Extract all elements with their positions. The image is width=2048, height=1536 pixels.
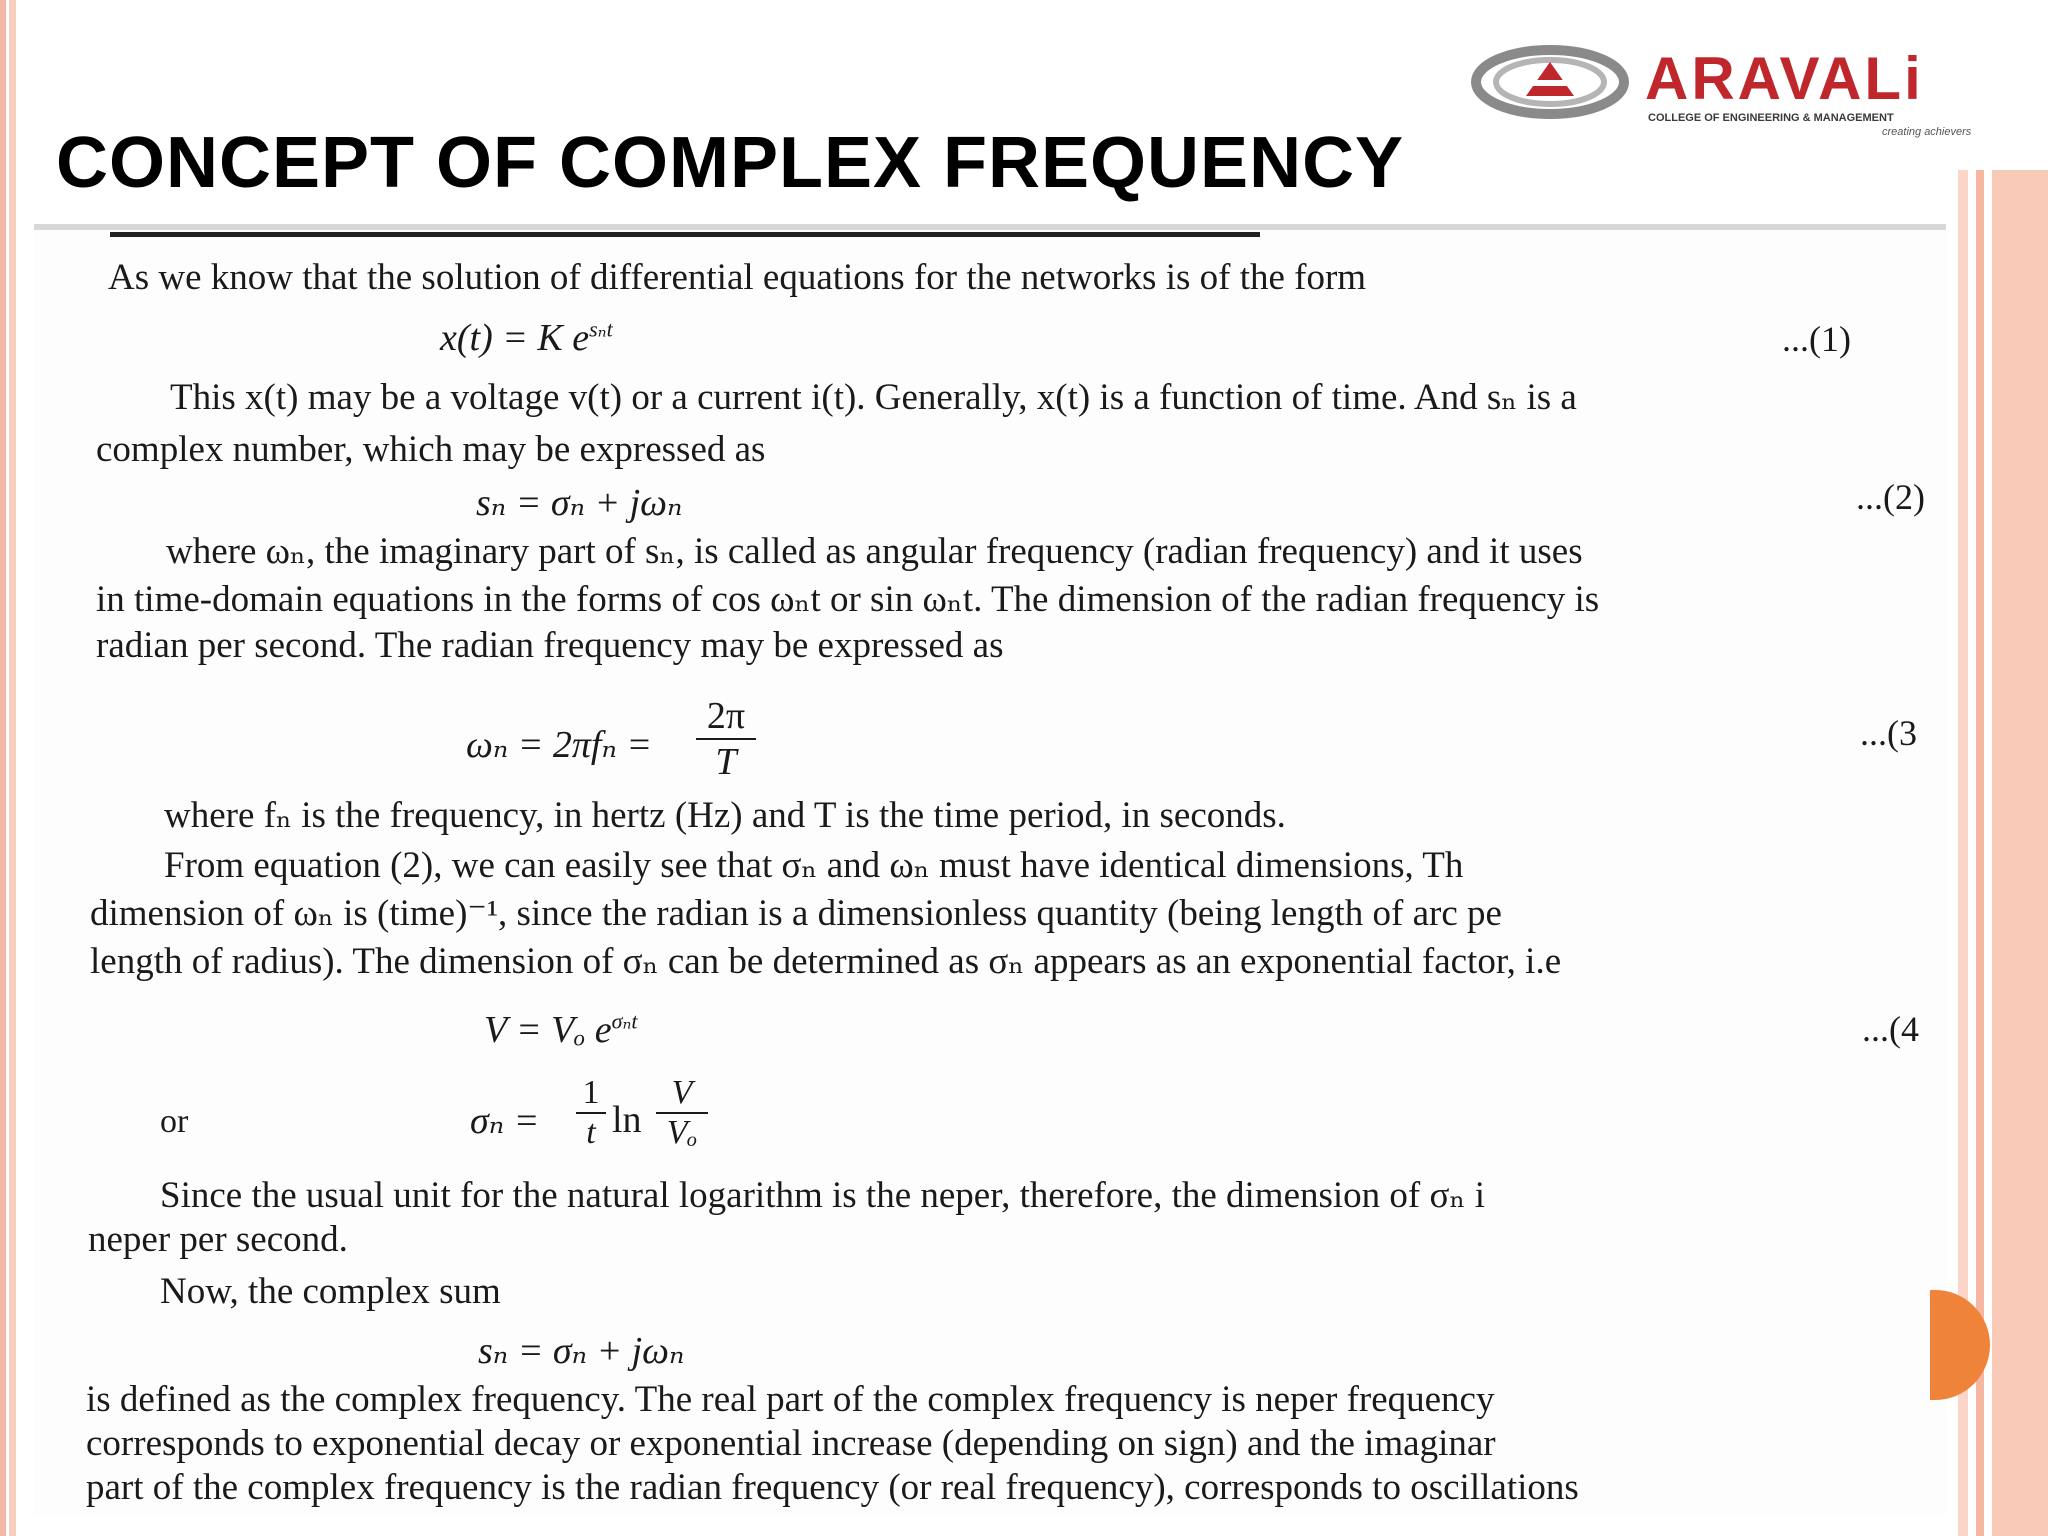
text-line: Since the usual unit for the natural logarithm is the neper, therefore, the dimension of σₙ i bbox=[160, 1175, 1485, 1216]
equation-number: ...(4 bbox=[1862, 1009, 1919, 1049]
college-logo bbox=[1470, 40, 2040, 138]
equation-3 bbox=[466, 722, 652, 767]
text-line: corresponds to exponential decay or exponential increase (depending on sign) and the imaginar bbox=[86, 1423, 1496, 1464]
equation-ln: ln bbox=[612, 1099, 642, 1141]
equation-text: V = Vₒ e bbox=[484, 1009, 612, 1051]
equation-5 bbox=[470, 1098, 539, 1143]
equation-4 bbox=[484, 1008, 638, 1052]
fraction bbox=[696, 694, 756, 784]
text-line: dimension of ωₙ is (time)⁻¹, since the radian is a dimensionless quantity (being length of arc pe bbox=[90, 893, 1502, 934]
fraction-denominator: T bbox=[696, 738, 756, 784]
equation-1 bbox=[440, 316, 613, 360]
equation-exponent: sₙt bbox=[589, 316, 613, 342]
slide-title: CONCEPT OF COMPLEX FREQUENCY bbox=[56, 123, 1405, 203]
fraction-numerator: 2π bbox=[706, 695, 746, 737]
equation-number: ...(1) bbox=[1782, 319, 1851, 359]
fraction-numerator: V bbox=[671, 1074, 693, 1111]
equation-6: sₙ = σₙ + jωₙ bbox=[478, 1330, 685, 1372]
text-line: part of the complex frequency is the radian frequency (or real frequency), corresponds to oscillations bbox=[86, 1467, 1579, 1508]
fraction-numerator: 1 bbox=[582, 1074, 600, 1111]
text-line: As we know that the solution of differential equations for the networks is of the form bbox=[108, 257, 1367, 298]
left-decorative-stripe bbox=[0, 0, 16, 1536]
logo-subtitle: COLLEGE OF ENGINEERING & MANAGEMENT bbox=[1648, 112, 1894, 124]
equation-2: sₙ = σₙ + jωₙ bbox=[476, 482, 683, 524]
text-line: neper per second. bbox=[88, 1219, 348, 1260]
equation-text: x(t) = K e bbox=[440, 317, 590, 359]
or-label: or bbox=[160, 1103, 189, 1140]
fraction-denominator: t bbox=[576, 1112, 606, 1152]
text-line: is defined as the complex frequency. The real part of the complex frequency is neper frequency bbox=[86, 1379, 1495, 1420]
text-line: Now, the complex sum bbox=[160, 1271, 501, 1312]
text-line: complex number, which may be expressed as bbox=[96, 429, 766, 470]
text-line: in time-domain equations in the forms of cos ωₙt or sin ωₙt. The dimension of the radian frequency is bbox=[96, 579, 1600, 620]
equation-text: σₙ = bbox=[470, 1100, 540, 1142]
text-line: This x(t) may be a voltage v(t) or a current i(t). Generally, x(t) is a function of time. And sₙ is a bbox=[170, 377, 1577, 418]
fraction-denominator: Vₒ bbox=[656, 1112, 708, 1152]
equation-exponent: σₙt bbox=[611, 1008, 638, 1034]
fraction bbox=[656, 1074, 708, 1152]
fraction bbox=[576, 1074, 606, 1152]
equation-text: ωₙ = 2πfₙ = bbox=[466, 724, 653, 766]
equation-number: ...(3 bbox=[1860, 713, 1917, 753]
logo-emblem-icon bbox=[1470, 40, 1630, 130]
text-line: From equation (2), we can easily see that σₙ and ωₙ must have identical dimensions, Th bbox=[164, 845, 1464, 886]
equation-number: ...(2) bbox=[1856, 477, 1925, 517]
text-line: where fₙ is the frequency, in hertz (Hz) and T is the time period, in seconds. bbox=[164, 795, 1286, 836]
logo-name: ARAVALi bbox=[1645, 45, 1924, 112]
logo-tagline: creating achievers bbox=[1882, 126, 1972, 138]
text-line: where ωₙ, the imaginary part of sₙ, is called as angular frequency (radian frequency) and it uses bbox=[166, 531, 1583, 572]
scan-top-rule bbox=[110, 232, 1260, 237]
text-line: length of radius). The dimension of σₙ can be determined as σₙ appears as an exponential factor, i.e bbox=[90, 941, 1562, 982]
text-line: radian per second. The radian frequency may be expressed as bbox=[96, 625, 1004, 666]
